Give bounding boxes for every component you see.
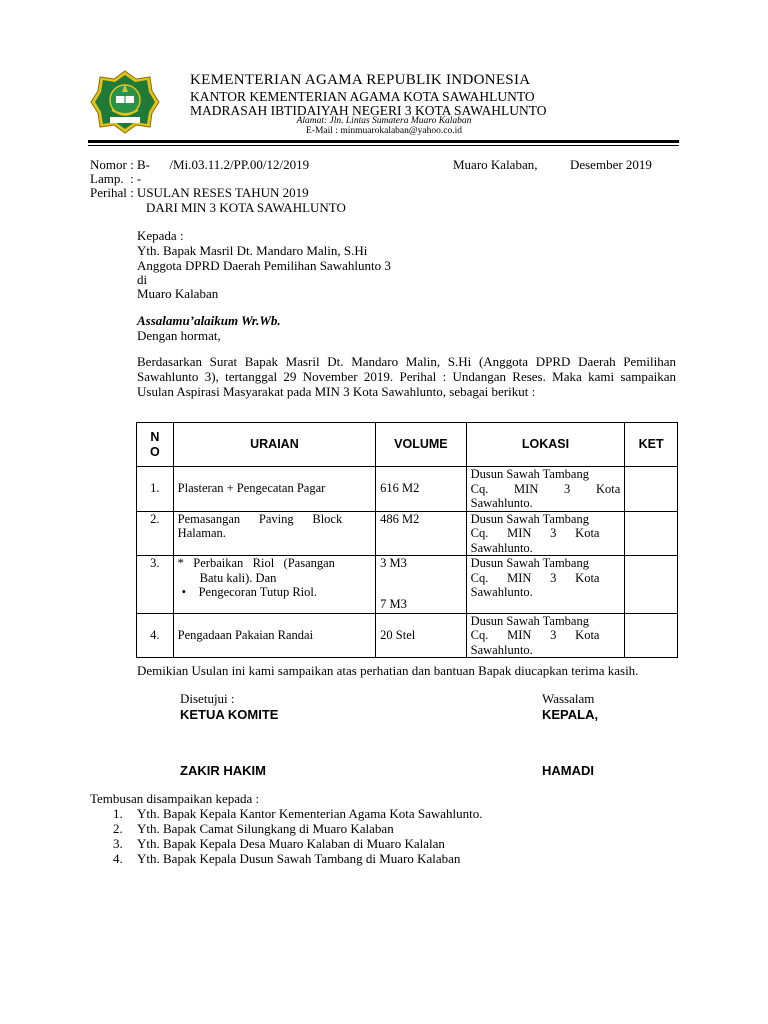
letterhead-rule-thin <box>88 145 679 146</box>
subject-line-1: Perihal : USULAN RESES TAHUN 2019 <box>90 185 309 200</box>
greeting: Assalamu’alaikum Wr.Wb. <box>137 313 281 328</box>
proposal-table <box>136 422 678 658</box>
recipient-place: Muaro Kalaban <box>137 286 219 301</box>
subject-line-2: DARI MIN 3 KOTA SAWAHLUNTO <box>146 200 346 215</box>
letterhead-address: Alamat: Jln. Lintas Sumatera Muaro Kalaban <box>296 116 472 126</box>
recipient-name: Yth. Bapak Masril Dt. Mandaro Malin, S.Hi <box>137 243 368 258</box>
bullet-icon: • <box>181 585 199 599</box>
list-item: 1. Yth. Bapak Kepala Kantor Kementerian Agama Kota Sawahlunto. <box>113 806 483 821</box>
list-item: 3. Yth. Bapak Kepala Desa Muaro Kalaban di Muaro Kalalan <box>113 836 445 851</box>
table-row: 2. Pemasangan Paving Block Halaman. 486 M2 Dusun Sawah Tambang Cq. MIN 3 Kota Sawahlunto. <box>137 511 678 556</box>
head-name: HAMADI <box>542 763 594 778</box>
col-header-uraian: URAIAN <box>173 423 375 467</box>
head-title: KEPALA, <box>542 707 599 722</box>
col-header-no: N O <box>137 423 174 467</box>
recipient-label: Kepada : <box>137 228 184 243</box>
list-item: 4. Yth. Bapak Kepala Dusun Sawah Tambang di Muaro Kalaban <box>113 851 461 866</box>
place-date: Muaro Kalaban, Desember 2019 <box>453 157 652 172</box>
body-paragraph: Berdasarkan Surat Bapak Masril Dt. Mandaro Malin, S.Hi (Anggota DPRD Daerah Pemilihan Sawahlunto 3), tertanggal 29 November 2019. Perihal : Undangan Reses. Maka kami sampaikan Usulan Aspirasi Masyarakat pada MIN 3 Kota Sawahlunto, sebagai berikut : <box>137 354 676 399</box>
attachment: Lamp. : - <box>90 171 142 186</box>
closing-paragraph: Demikian Usulan ini kami sampaikan atas perhatian dan bantuan Bapak diucapkan terima kasih. <box>137 663 639 678</box>
wassalam-label: Wassalam <box>542 691 595 706</box>
letterhead-email: E-Mail : minmuarokalaban@yahoo.co.id <box>306 126 462 136</box>
letterhead-rule-thick <box>88 140 679 143</box>
col-header-volume: VOLUME <box>376 423 467 467</box>
recipient-role: Anggota DPRD Daerah Pemilihan Sawahlunto 3 <box>137 258 391 273</box>
letterhead-ministry: KEMENTERIAN AGAMA REPUBLIK INDONESIA <box>190 72 531 88</box>
cc-title: Tembusan disampaikan kepada : <box>90 791 260 806</box>
table-row: 1. Plasteran + Pengecatan Pagar 616 M2 Dusun Sawah Tambang Cq. MIN 3 Kota Sawahlunto. <box>137 467 678 512</box>
letterhead-school: MADRASAH IBTIDAIYAH NEGERI 3 KOTA SAWAHLUNTO <box>190 103 547 118</box>
letterhead-office: KANTOR KEMENTERIAN AGAMA KOTA SAWAHLUNTO <box>190 89 535 104</box>
table-row: 3. * Perbaikan Riol (Pasangan Batu kali). Dan • Pengecoran Tutup Riol. 3 M3 7 M3 Dusun Sawah Tambang Cq. MIN 3 Kota Sawahlunto. <box>137 556 678 614</box>
cc-list <box>113 806 482 866</box>
committee-name: ZAKIR HAKIM <box>180 763 266 778</box>
col-header-ket: KET <box>625 423 678 467</box>
col-header-lokasi: LOKASI <box>466 423 625 467</box>
committee-title: KETUA KOMITE <box>180 707 279 722</box>
table-header-row <box>137 423 678 467</box>
list-item: 2. Yth. Bapak Camat Silungkang di Muaro Kalaban <box>113 821 394 836</box>
approved-label: Disetujui : <box>180 691 235 706</box>
salutation: Dengan hormat, <box>137 328 221 343</box>
letter-number: Nomor : B- /Mi.03.11.2/PP.00/12/2019 <box>90 157 310 172</box>
table-row: 4. Pengadaan Pakaian Randai 20 Stel Dusun Sawah Tambang Cq. MIN 3 Kota Sawahlunto. <box>137 613 678 658</box>
recipient-di: di <box>137 272 148 287</box>
